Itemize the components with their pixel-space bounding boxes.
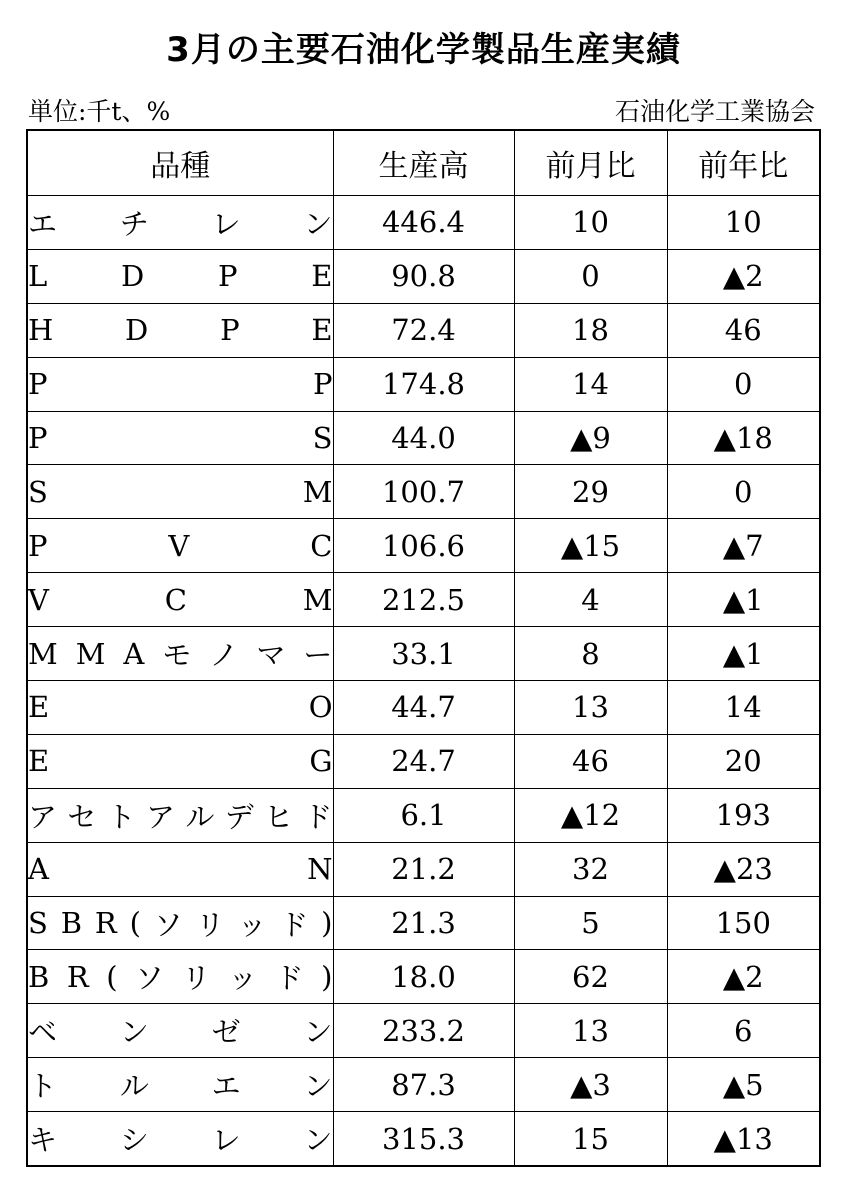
table-row bbox=[27, 627, 820, 681]
product-name-cell bbox=[27, 573, 333, 627]
product-name: エ チ レ ン bbox=[28, 206, 333, 241]
year-over-year-cell: ▲18 bbox=[667, 411, 820, 465]
product-name: L D P E bbox=[28, 259, 333, 294]
product-name-cell bbox=[27, 627, 333, 681]
table-row bbox=[27, 842, 820, 896]
month-over-month-cell: 4 bbox=[514, 573, 667, 627]
year-over-year-cell: 193 bbox=[667, 788, 820, 842]
month-over-month-cell: ▲12 bbox=[514, 788, 667, 842]
product-name-cell bbox=[27, 249, 333, 303]
production-cell: 233.2 bbox=[333, 1004, 514, 1058]
product-name-cell bbox=[27, 896, 333, 950]
source-label: 石油化学工業協会 bbox=[614, 97, 815, 126]
product-name-cell bbox=[27, 196, 333, 250]
month-over-month-cell: 18 bbox=[514, 303, 667, 357]
year-over-year-cell: 6 bbox=[667, 1004, 820, 1058]
table-row bbox=[27, 788, 820, 842]
production-cell: 446.4 bbox=[333, 196, 514, 250]
product-name: P P bbox=[28, 367, 333, 402]
production-cell: 212.5 bbox=[333, 573, 514, 627]
production-cell: 21.3 bbox=[333, 896, 514, 950]
production-cell: 72.4 bbox=[333, 303, 514, 357]
table-row bbox=[27, 1004, 820, 1058]
unit-label: 単位:千t、% bbox=[28, 97, 171, 126]
year-over-year-cell: 46 bbox=[667, 303, 820, 357]
product-name: A N bbox=[28, 852, 333, 887]
year-over-year-cell: ▲13 bbox=[667, 1112, 820, 1166]
product-name-cell bbox=[27, 1112, 333, 1166]
table-row bbox=[27, 734, 820, 788]
year-over-year-cell: 10 bbox=[667, 196, 820, 250]
production-cell: 315.3 bbox=[333, 1112, 514, 1166]
product-name-cell bbox=[27, 1004, 333, 1058]
year-over-year-cell: 0 bbox=[667, 357, 820, 411]
product-name: B R ( ソ リ ッ ド ) bbox=[28, 959, 333, 996]
production-cell: 6.1 bbox=[333, 788, 514, 842]
product-name: V C M bbox=[28, 582, 333, 617]
month-over-month-cell: 0 bbox=[514, 249, 667, 303]
table-row bbox=[27, 896, 820, 950]
product-name-cell bbox=[27, 519, 333, 573]
table-row bbox=[27, 357, 820, 411]
product-name-cell bbox=[27, 303, 333, 357]
table-row bbox=[27, 1058, 820, 1112]
product-name: ト ル エ ン bbox=[28, 1069, 333, 1104]
product-name: キ シ レ ン bbox=[28, 1123, 333, 1158]
month-over-month-cell: 62 bbox=[514, 950, 667, 1004]
production-cell: 24.7 bbox=[333, 734, 514, 788]
month-over-month-cell: ▲15 bbox=[514, 519, 667, 573]
product-name-cell bbox=[27, 950, 333, 1004]
production-cell: 106.6 bbox=[333, 519, 514, 573]
production-table bbox=[26, 129, 821, 1167]
year-over-year-cell: ▲23 bbox=[667, 842, 820, 896]
month-over-month-cell: 13 bbox=[514, 681, 667, 735]
month-over-month-cell: 5 bbox=[514, 896, 667, 950]
month-over-month-cell: 32 bbox=[514, 842, 667, 896]
product-name: S B R ( ソ リ ッ ド ) bbox=[28, 906, 333, 942]
year-over-year-cell: ▲1 bbox=[667, 573, 820, 627]
product-name: P V C bbox=[28, 528, 333, 563]
table-row bbox=[27, 249, 820, 303]
product-name-cell bbox=[27, 465, 333, 519]
year-over-year-cell: 150 bbox=[667, 896, 820, 950]
month-over-month-cell: ▲9 bbox=[514, 411, 667, 465]
table-row bbox=[27, 681, 820, 735]
product-name: ベ ン ゼ ン bbox=[28, 1015, 333, 1050]
production-cell: 44.7 bbox=[333, 681, 514, 735]
product-name: E G bbox=[28, 744, 333, 779]
year-over-year-cell: ▲1 bbox=[667, 627, 820, 681]
page-title: 3月の主要石油化学製品生産実績 bbox=[166, 30, 681, 70]
product-name-cell bbox=[27, 1058, 333, 1112]
month-over-month-cell: 15 bbox=[514, 1112, 667, 1166]
product-name: M M A モ ノ マ ー bbox=[28, 636, 333, 673]
production-cell: 87.3 bbox=[333, 1058, 514, 1112]
production-cell: 100.7 bbox=[333, 465, 514, 519]
product-name: E O bbox=[28, 690, 333, 725]
table-row bbox=[27, 950, 820, 1004]
year-over-year-cell: 14 bbox=[667, 681, 820, 735]
product-name: H D P E bbox=[28, 313, 333, 348]
product-name: ア セ ト ア ル デ ヒ ド bbox=[28, 799, 333, 834]
product-name-cell bbox=[27, 734, 333, 788]
table-row bbox=[27, 465, 820, 519]
product-name-cell bbox=[27, 788, 333, 842]
month-over-month-cell: 14 bbox=[514, 357, 667, 411]
year-over-year-cell: 0 bbox=[667, 465, 820, 519]
year-over-year-cell: ▲2 bbox=[667, 249, 820, 303]
product-name-cell bbox=[27, 842, 333, 896]
month-over-month-cell: 29 bbox=[514, 465, 667, 519]
product-name-cell bbox=[27, 357, 333, 411]
product-name: S M bbox=[28, 474, 333, 509]
production-cell: 21.2 bbox=[333, 842, 514, 896]
month-over-month-cell: 8 bbox=[514, 627, 667, 681]
table-row bbox=[27, 411, 820, 465]
production-cell: 33.1 bbox=[333, 627, 514, 681]
month-over-month-cell: 10 bbox=[514, 196, 667, 250]
month-over-month-cell: ▲3 bbox=[514, 1058, 667, 1112]
header-production: 生産高 bbox=[333, 130, 514, 196]
table-row bbox=[27, 196, 820, 250]
table-row bbox=[27, 303, 820, 357]
table-row bbox=[27, 1112, 820, 1166]
header-year-over-year: 前年比 bbox=[667, 130, 820, 196]
table-row bbox=[27, 573, 820, 627]
table-row bbox=[27, 519, 820, 573]
year-over-year-cell: 20 bbox=[667, 734, 820, 788]
production-cell: 90.8 bbox=[333, 249, 514, 303]
header-product: 品種 bbox=[27, 130, 333, 196]
month-over-month-cell: 13 bbox=[514, 1004, 667, 1058]
product-name-cell bbox=[27, 411, 333, 465]
header-month-over-month: 前月比 bbox=[514, 130, 667, 196]
year-over-year-cell: ▲7 bbox=[667, 519, 820, 573]
product-name: P S bbox=[28, 421, 333, 455]
product-name-cell bbox=[27, 681, 333, 735]
production-cell: 174.8 bbox=[333, 357, 514, 411]
year-over-year-cell: ▲5 bbox=[667, 1058, 820, 1112]
month-over-month-cell: 46 bbox=[514, 734, 667, 788]
header-row bbox=[27, 130, 820, 196]
year-over-year-cell: ▲2 bbox=[667, 950, 820, 1004]
production-cell: 44.0 bbox=[333, 411, 514, 465]
production-cell: 18.0 bbox=[333, 950, 514, 1004]
